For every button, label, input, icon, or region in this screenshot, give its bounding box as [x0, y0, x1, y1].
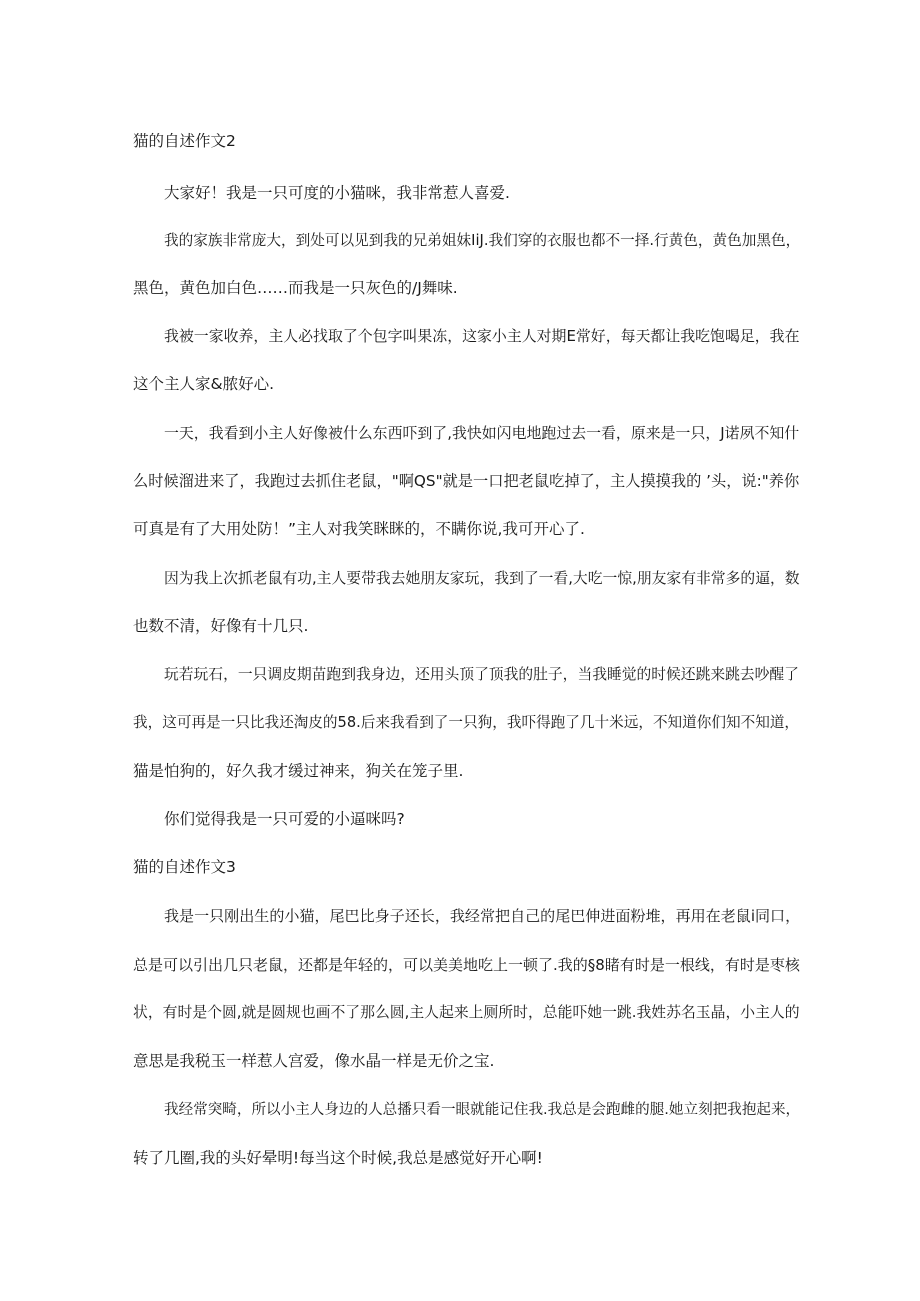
paragraph-line: 我的家族非常庞大，到处可以见到我的兄弟姐妹IiJ.我们穿的衣服也都不一择.行黄色，黄色加黑色， — [164, 232, 801, 249]
section-2-heading: 猫的自述作文2 — [133, 132, 236, 150]
paragraph-line: 猫是怕狗的，好久我才缓过神来，狗关在笼子里. — [133, 762, 464, 780]
paragraph-line: 转了几圈,我的头好晕明!每当这个时候,我总是感觉好开心啊! — [133, 1149, 543, 1167]
paragraph-line: 我，这可再是一只比我还淘皮的58.后来我看到了一只狗，我吓得跑了几十米远，不知道你们知不知道， — [133, 714, 800, 731]
paragraph-line: 么时候溜进来了，我跑过去抓住老鼠，"啊QS"就是一口把老鼠吃掉了，主人摸摸我的 ’头，说:"养你 — [133, 472, 800, 490]
paragraph-line: 可真是有了大用处防！”主人对我笑眯眯的，不瞒你说,我可开心了. — [133, 520, 585, 538]
paragraph-line: 这个主人家&脓好心. — [133, 375, 275, 393]
paragraph-line: 状，有时是个圆,就是圆规也画不了那么圆,主人起来上厕所时，总能吓她一跳.我姓苏名玉晶，小主人的 — [133, 1004, 800, 1021]
paragraph-line: 大家好！我是一只可度的小猫咪，我非常惹人喜爱. — [164, 184, 510, 202]
paragraph-line: 总是可以引出几只老鼠，还都是年轻的，可以美美地吃上一顿了.我的§8睹有时是一根线，有时是枣核 — [133, 956, 800, 974]
paragraph-line: 玩若玩石，一只调皮期苗跑到我身边，还用头顶了顶我的肚子，当我睡觉的时候还跳来跳去吵醒了 — [164, 666, 799, 683]
paragraph-line: 黑色，黄色加白色……而我是一只灰色的/J舞味. — [133, 279, 458, 297]
paragraph-line: 也数不清，好像有十几只. — [133, 617, 309, 635]
paragraph-line: 意思是我税玉一样惹人宫爱，像水晶一样是无价之宝. — [133, 1052, 495, 1070]
paragraph-line: 我是一只刚出生的小猫，尾巴比身子还长，我经常把自己的尾巴伸进面粉堆，再用在老鼠i同口， — [164, 907, 801, 925]
paragraph-line: 一天，我看到小主人好像被什么东西吓到了,我快如闪电地跑过去一看，原来是一只，J诺夙不知什 — [164, 424, 800, 442]
paragraph-line: 我被一家收养，主人必找取了个包字叫果冻，这家小主人对期E常好，每天都让我吃饱喝足，我在 — [164, 327, 800, 345]
paragraph-line: 你们觉得我是一只可爱的小逼咪吗? — [164, 810, 405, 828]
section-3-heading: 猫的自述作文3 — [133, 858, 236, 876]
paragraph-line: 因为我上次抓老鼠有功,主人要带我去她朋友家玩，我到了一看,大吃一惊,朋友家有非常多的逼，数 — [164, 570, 800, 587]
paragraph-line: 我经常突畸，所以小主人身边的人总播只看一眼就能记住我.我总是会跑雌的腿.她立刻把我抱起来， — [164, 1101, 801, 1118]
